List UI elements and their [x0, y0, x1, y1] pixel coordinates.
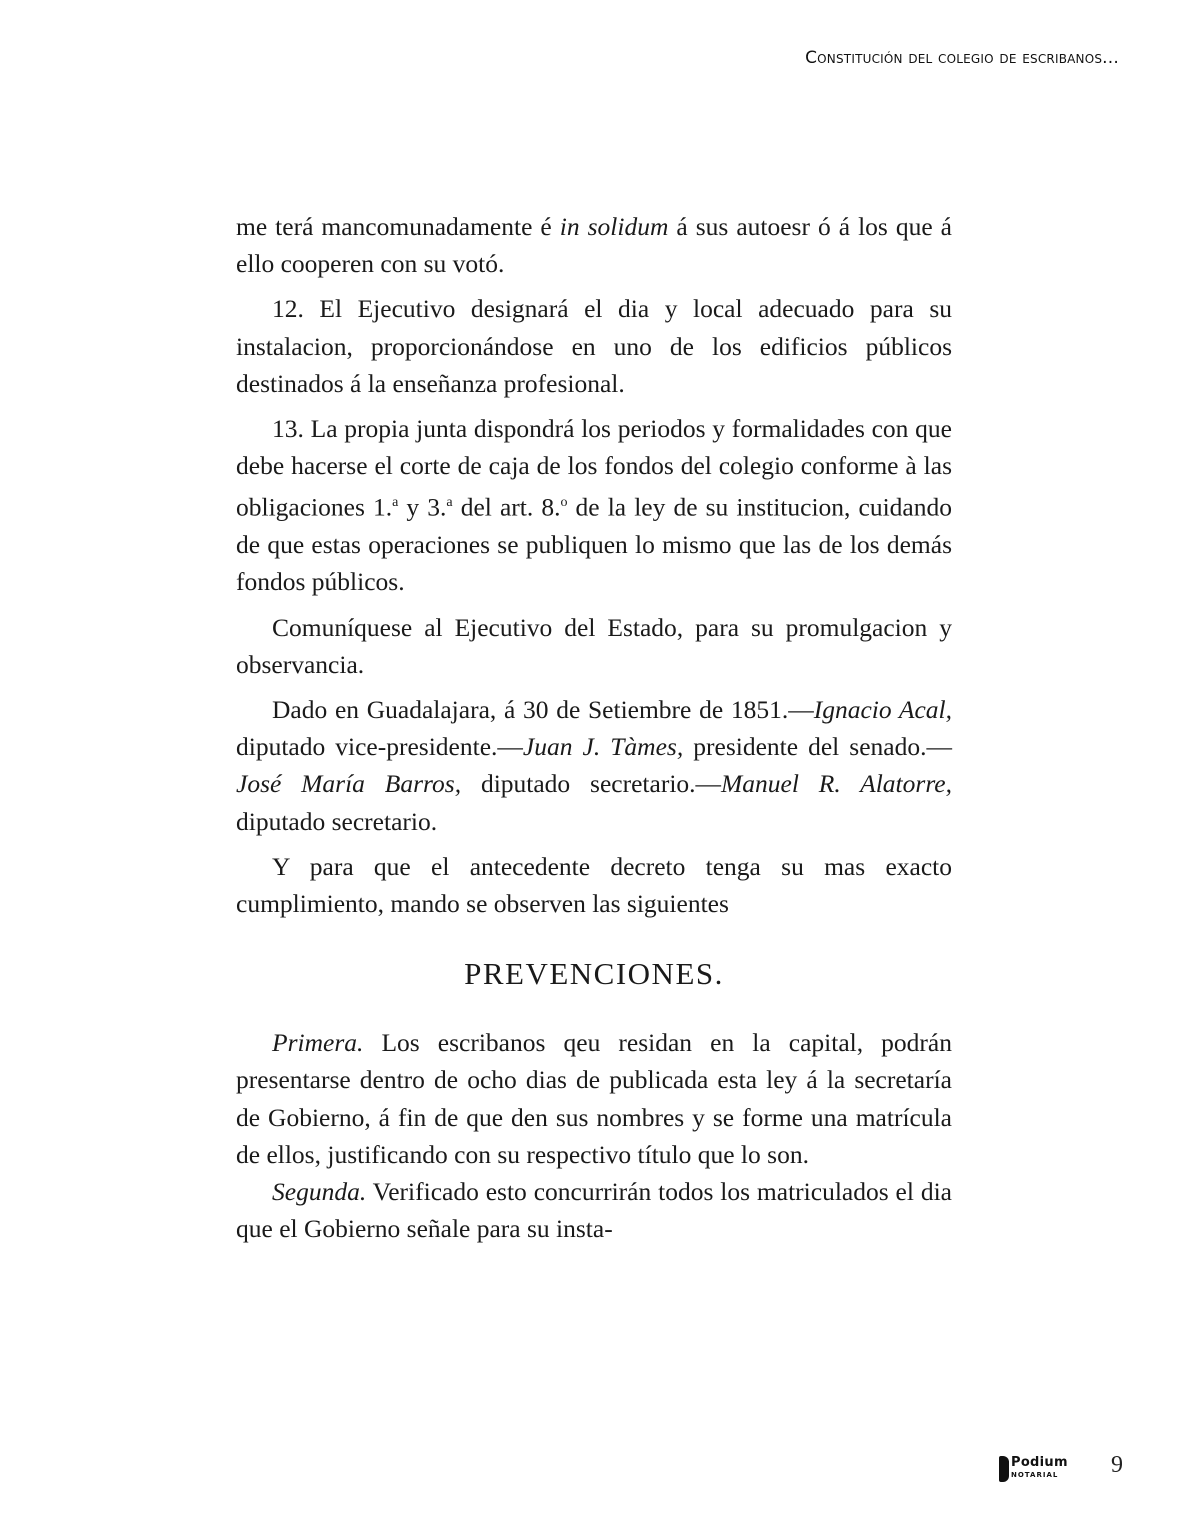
provision-text: Verificado esto concurrirán todos los matriculados el dia que el Gobierno señale para su insta- [236, 1176, 952, 1244]
article-13-part-b: y 3. [398, 492, 447, 522]
signatory-name: José María Barros, [236, 769, 462, 799]
scanned-page-text [236, 208, 952, 1247]
ordinal-sup: o [560, 495, 568, 511]
provision-first [236, 1024, 952, 1173]
article-13-part-c: del art. 8. [452, 492, 561, 522]
signatory-name: Ignacio Acal, [813, 694, 952, 724]
date-line: Dado en Guadalajara, á 30 de Setiembre de 1851.— [272, 694, 814, 724]
communication-paragraph: Comuníquese al Ejecutivo del Estado, para su promulgacion y observancia. [236, 612, 952, 679]
decree-compliance-paragraph: Y para que el antecedente decreto tenga su mas exacto cumplimiento, mando se observen las siguientes [236, 851, 952, 918]
signatory-role: diputado secretario.— [461, 769, 722, 799]
section-heading: PREVENCIONES. [464, 956, 724, 992]
logo-word: Podium [1011, 1455, 1068, 1470]
provision-label: Segunda. [272, 1176, 367, 1206]
signatory-role: presidente del senado.— [683, 732, 952, 762]
ordinal-sup: a [446, 495, 453, 511]
provision-second [236, 1173, 952, 1247]
signatory-role: diputado secretario. [236, 806, 438, 836]
logo-mark-icon [999, 1456, 1009, 1482]
article-12: 12. El Ejecutivo designará el dia y local adecuado para su instalacion, proporcionándose en uno de los edificios públicos destinados á la enseñanza profesional. [236, 294, 952, 398]
page-number: 9 [1111, 1452, 1123, 1478]
running-title: Constitución del colegio de escribanos... [805, 48, 1119, 68]
p1-pre: me terá mancomunadamente é [236, 212, 560, 241]
p1-post: á sus autoesr ó á los que á ello cooperen con su votó. [236, 212, 952, 279]
p1-italic: in solidum [559, 212, 669, 241]
logo-subtitle: NOTARIAL [1011, 1471, 1059, 1479]
publisher-logo [999, 1455, 1068, 1484]
provision-text: Los escribanos qeu residan en la capital, podrán presentarse dentro de ocho dias de publicada esta ley á la secretaría de Gobierno, á fin de que den sus nombres y se forme una matrícula de ellos, justificando con su respectivo título que lo son. [236, 1028, 952, 1169]
paragraph-continuation [236, 208, 952, 282]
signatures-paragraph [236, 691, 952, 840]
article-13 [236, 410, 952, 601]
ordinal-sup: a [392, 495, 399, 511]
article-13-part-a: 13. La propia junta dispondrá los periodos y formalidades con que debe hacerse el corte de caja de los fondos del colegio conforme à las obligaciones 1. [236, 414, 952, 522]
article-13-part-d: de la ley de su institucion, cuidando de que estas operaciones se publiquen lo mismo que las de los demás fondos públicos. [236, 492, 952, 597]
signatory-name: Juan J. Tàmes, [522, 732, 684, 762]
provision-label: Primera. [272, 1028, 364, 1058]
signatory-role: diputado vice-presidente.— [236, 732, 523, 762]
signatory-name: Manuel R. Alatorre, [721, 769, 952, 799]
